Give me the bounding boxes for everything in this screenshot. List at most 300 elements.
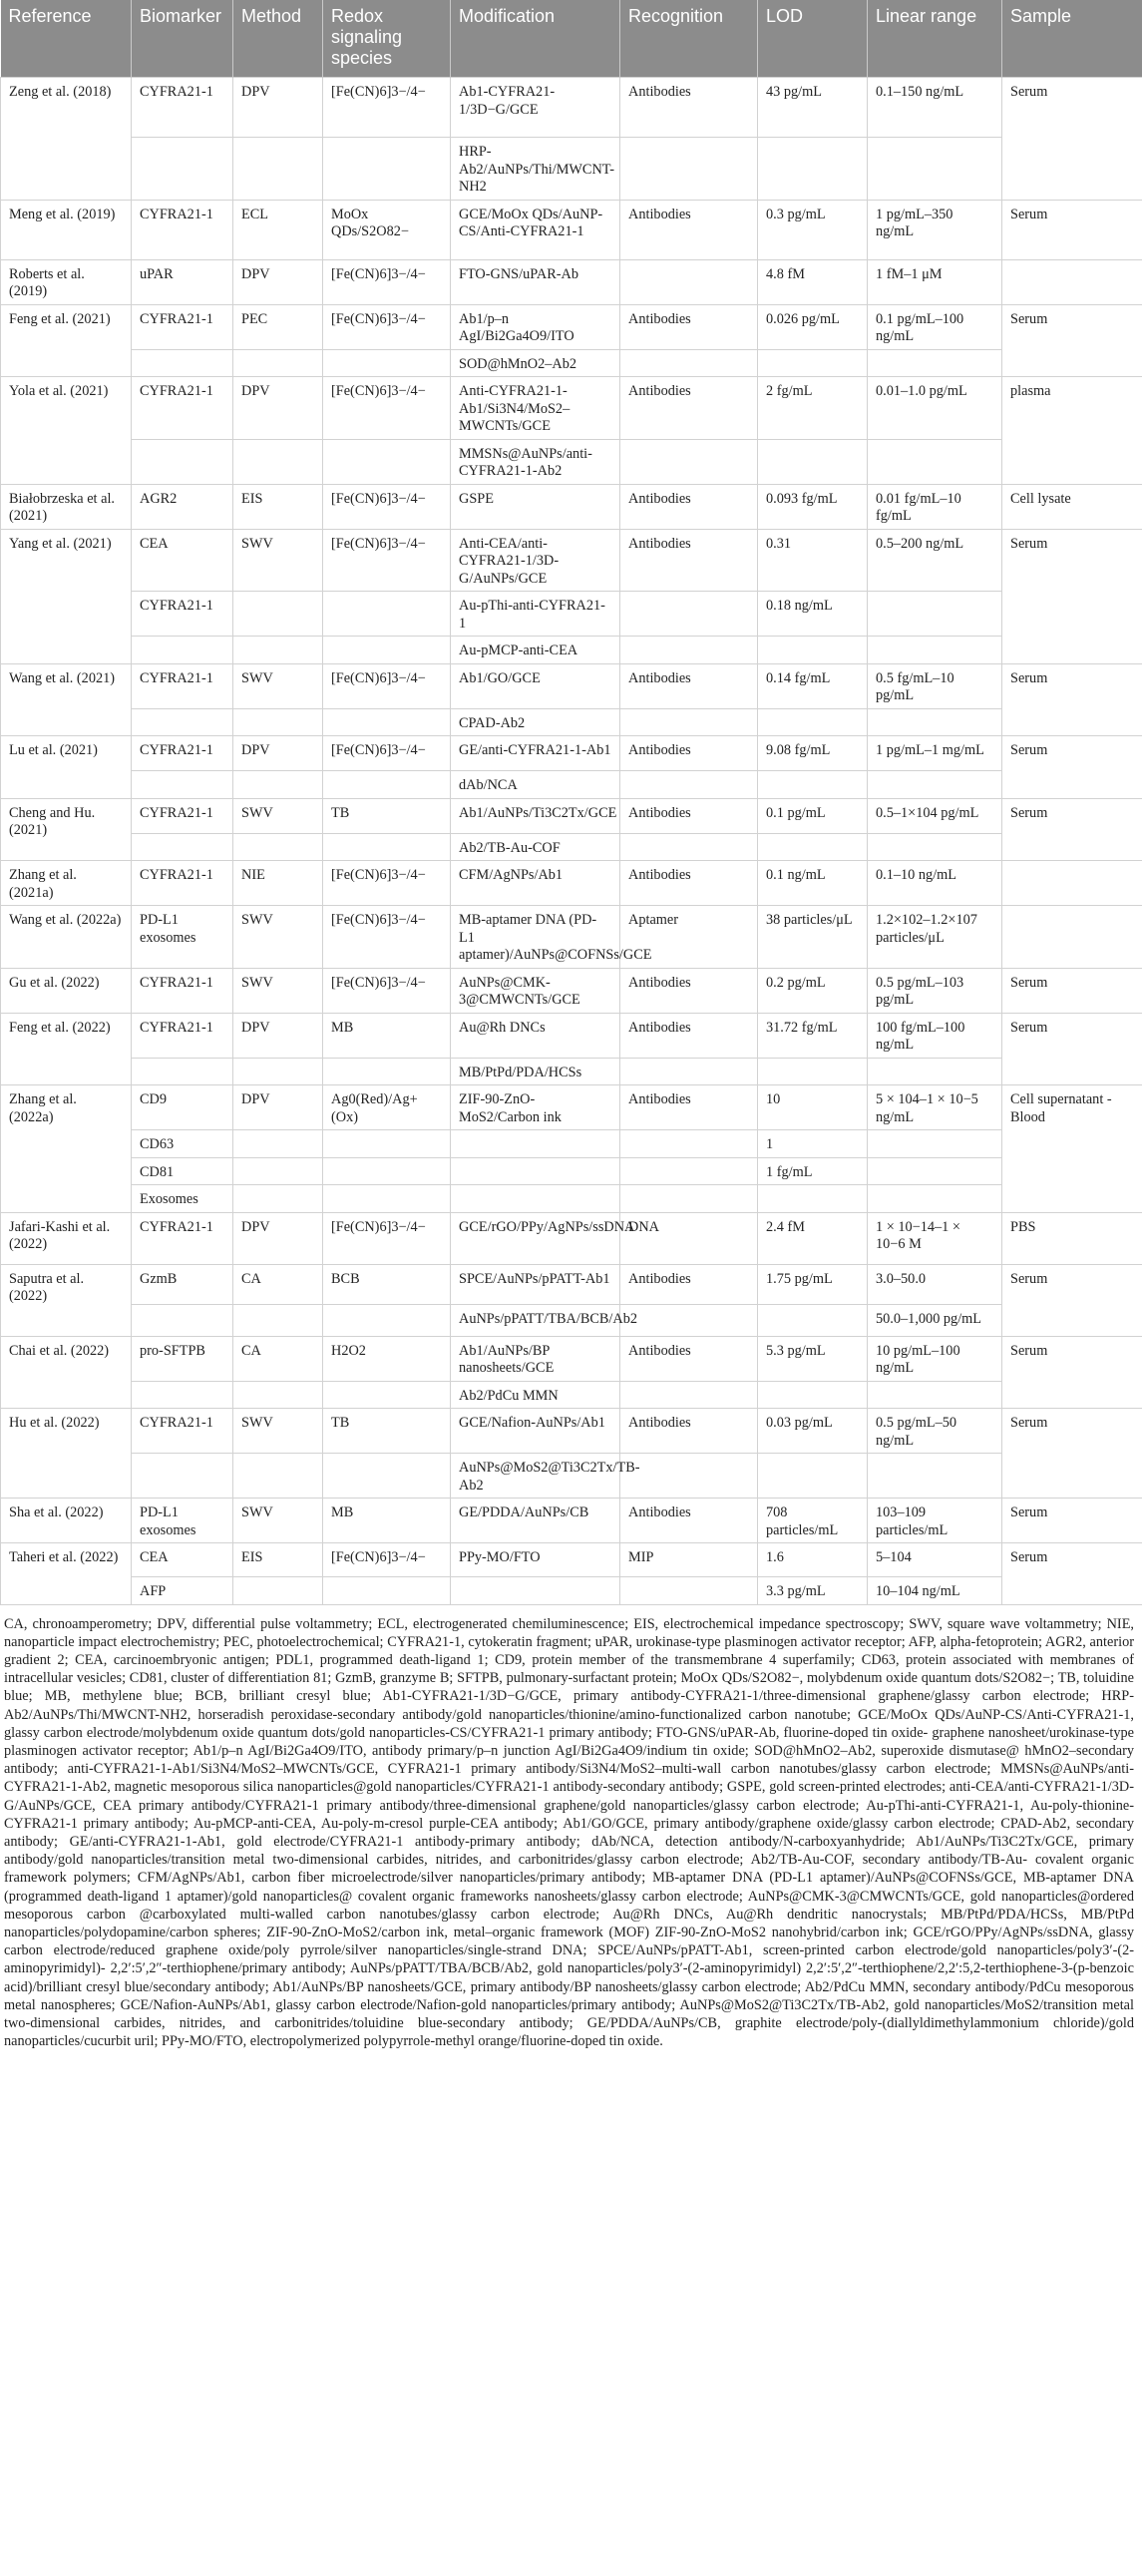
- reference-cell: Białobrzeska et al. (2021): [1, 484, 132, 529]
- recognition-cell: Antibodies: [620, 200, 758, 259]
- linear-range-cell: [868, 439, 1002, 484]
- lod-cell: [758, 439, 868, 484]
- table-row: [1, 304, 1142, 349]
- modification-cell: ZIF-90-ZnO-MoS2/Carbon ink: [451, 1085, 620, 1130]
- lod-cell: 43 pg/mL: [758, 78, 868, 138]
- modification-cell: SPCE/AuNPs/pPATT-Ab1: [451, 1264, 620, 1304]
- lod-cell: 38 particles/μL: [758, 906, 868, 969]
- linear-range-cell: 1 fM–1 μM: [868, 259, 1002, 304]
- linear-range-cell: 0.5–1×104 pg/mL: [868, 798, 1002, 833]
- column-header: Sample: [1002, 0, 1142, 78]
- biomarker-cell: [132, 1058, 233, 1085]
- redox-species-cell: [Fe(CN)6]3−/4−: [323, 736, 451, 771]
- recognition-cell: Antibodies: [620, 736, 758, 771]
- linear-range-cell: 0.5 fg/mL–10 pg/mL: [868, 663, 1002, 708]
- recognition-cell: Antibodies: [620, 861, 758, 906]
- table-footnote: CA, chronoamperometry; DPV, differential pulse voltammetry; ECL, electrogenerated chemiluminescence; EIS, electrochemical impedance spectroscopy; SWV, square wave voltammetry; NIE, nanoparticle impact electrochemistry; PEC, photoelectrochemical; CYFRA21-1, cytokeratin fragment; uPAR, urokinase-type plasminogen activator receptor; AFP, alpha-fetoprotein; AGR2, anterior gradient 2; CEA, carcinoembryonic antigen; PDL1, programmed death-ligand 1; CD9, protein member of the transmembrane 4 superfamily; CD63, protein associated with membranes of intracellular vesicles; CD81, cluster of differentiation 81; GzmB, granzyme B; SFTPB, pulmonary-surfactant protein; MoOx QDs/S2O82−, molybdenum oxide quantum dots/S2O82−; TB, toluidine blue; MB, methylene blue; BCB, brilliant cresyl blue; Ab1-CYFRA21-1/3D−G/GCE, primary antibody-CYFRA21-1/three-dimensional graphene/glassy carbon electrode; HRP-Ab2/AuNPs/Thi/MWCNT-NH2, horseradish peroxidase-secondary antibody/gold nanoparticles/thionine/amino-functionalized carbon nanotube; GCE/MoOx QDs/AuNP-CS/Anti-CYFRA21-1, glassy carbon electrode/molybdenum oxide quantum dots/gold nanoparticles-CS/CYFRA21-1 primary antibody; FTO-GNS/uPAR-Ab, fluorine-doped tin oxide- graphene nanosheet/urokinase-type plasminogen activator receptor; Ab1/p–n AgI/Bi2Ga4O9/ITO, antibody primary/p–n junction AgI/Bi2Ga4O9/indium tin oxide; SOD@hMnO2–Ab2, superoxide dismutase@ hMnO2–secondary antibody; anti-CYFRA21-1-Ab1/Si3N4/MoS2–MWCNTs/GCE, CYFRA21-1 primary antibody/Si3N4/MoS2–multi-wall carbon nanotubes/glassy carbon electrode; MMSNs@AuNPs/anti-CYFRA21-1-Ab2, magnetic mesoporous silica nanoparticles@gold nanoparticles/CYFRA21-1 antibody-secondary antibody; GSPE, gold screen-printed electrodes; anti-CEA/anti-CYFRA21-1/3D-G/AuNPs/GCE, CEA primary antibody/CYFRA21-1 primary antibody/three-dimensional graphene/gold nanoparticles/glassy carbon electrode; Au-pThi-anti-CYFRA21-1, Au-poly-thionine- CYFRA21-1 primary antibody; Au-pMCP-anti-CEA, Au-poly-m-cresol purple-CEA antibody; Ab1/GO/GCE, primary antibody/graphene oxide/glassy carbon electrode; CPAD-Ab2, secondary antibody; GE/anti-CYFRA21-1-Ab1, gold electrode/CYFRA21-1 antibody-primary antibody; dAb/NCA, detection antibody/N-carboxyanhydride; Ab1/AuNPs/Ti3C2Tx/GCE, primary antibody/gold nanoparticles/transition metal two-dimensional carbides, nitrides, and carbonitrides/glassy carbon electrode; Ab2/TB-Au-COF, secondary antibody/TB-Au- covalent organic framework polymers; CFM/AgNPs/Ab1, carbon fiber microelectrode/silver nanoparticles/primary antibody; MB-aptamer DNA (PD-L1 aptamer)/AuNPs@COFNSs/GCE, MB-aptamer DNA (programmed death-ligand 1 aptamer)/gold nanoparticles@ covalent organic frameworks nanosheets/glassy carbon electrode; AuNPs@CMK-3@CMWCNTs/GCE, gold nanoparticles@ordered mesoporous carbon @carboxylated multi-walled carbon nanotubes/glassy carbon electrode; Au@Rh DNCs, Au@Rh dendritic nanocrystals; MB/PtPd/PDA/HCSs, MB/PtPd nanoparticles/polydopamine/carbon spheres; ZIF-90-ZnO-MoS2/carbon ink, metal–organic framework (MOF) ZIF-90-ZnO-MoS2 nanohybrid/carbon ink; GCE/rGO/PPy/AgNPs/ssDNA, glassy carbon electrode/reduced graphene oxide/poly pyrrole/silver nanoparticles/single-strand DNA; SPCE/AuNPs/pPATT-Ab1, screen-printed carbon electrode/gold nanoparticles/poly3′-(2-aminopyrimidyl)- 2,2′:5′,2″-terthiophene/primary antibody; AuNPs/pPATT/TBA/BCB/Ab2, gold nanoparticles/poly3′-(2-aminopyrimidyl) 2,2′:5′,2″-terthiophene/2,2′:5,2-terthiophene-3-(p-benzoic acid)/brilliant cresyl blue/secondary antibody; Ab1/AuNPs/BP nanosheets/GCE, primary antibody/BP nanosheets/glassy carbon electrode; Ab2/PdCu MMN, secondary antibody/PdCu mesoporous metal nanospheres; GCE/Nafion-AuNPs/Ab1, glassy carbon electrode/Nafion-gold nanoparticles/primary antibody; AuNPs@MoS2@Ti3C2Tx/TB-Ab2, gold nanoparticles/MoS2/transition metal two-dimensional carbides, nitrides, and carbonitrides/toluidine blue-secondary antibody; GE/PDDA/AuNPs/CB, graphite electrode/poly-(diallyldimethylammonium chloride)/gold nanoparticles/cucurbit uril; PPy-MO/FTO, electropolymerized polypyrrole-methyl orange/fluorine-doped tin oxide.: [4, 1615, 1134, 2050]
- method-cell: SWV: [233, 1499, 323, 1543]
- table-row: [1, 736, 1142, 771]
- biomarker-cell: CEA: [132, 529, 233, 592]
- table-row: [1, 833, 1142, 861]
- modification-cell: AuNPs/pPATT/TBA/BCB/Ab2: [451, 1304, 620, 1336]
- biomarker-cell: CYFRA21-1: [132, 1212, 233, 1264]
- table-row: [1, 708, 1142, 736]
- sample-cell: Serum: [1002, 663, 1142, 736]
- reference-cell: Lu et al. (2021): [1, 736, 132, 799]
- table-row: [1, 1409, 1142, 1454]
- recognition-cell: Antibodies: [620, 377, 758, 440]
- redox-species-cell: [Fe(CN)6]3−/4−: [323, 663, 451, 708]
- redox-species-cell: [323, 1185, 451, 1213]
- table-row: [1, 259, 1142, 304]
- redox-species-cell: [Fe(CN)6]3−/4−: [323, 1212, 451, 1264]
- lod-cell: 2 fg/mL: [758, 377, 868, 440]
- sample-cell: Serum: [1002, 78, 1142, 201]
- lod-cell: [758, 1381, 868, 1409]
- lod-cell: [758, 1454, 868, 1499]
- sample-cell: Serum: [1002, 736, 1142, 799]
- table-row: [1, 592, 1142, 637]
- reference-cell: Zeng et al. (2018): [1, 78, 132, 201]
- modification-cell: Ab2/TB-Au-COF: [451, 833, 620, 861]
- biomarker-cell: CYFRA21-1: [132, 736, 233, 771]
- linear-range-cell: 0.5 pg/mL–50 ng/mL: [868, 1409, 1002, 1454]
- redox-species-cell: Ag0(Red)/Ag+(Ox): [323, 1085, 451, 1130]
- table-row: [1, 1543, 1142, 1577]
- biomarker-cell: CYFRA21-1: [132, 304, 233, 349]
- lod-cell: 5.3 pg/mL: [758, 1336, 868, 1381]
- method-cell: SWV: [233, 1409, 323, 1454]
- linear-range-cell: 103–109 particles/mL: [868, 1499, 1002, 1543]
- method-cell: [233, 1304, 323, 1336]
- linear-range-cell: 5–104: [868, 1543, 1002, 1577]
- modification-cell: PPy-MO/FTO: [451, 1543, 620, 1577]
- recognition-cell: [620, 1577, 758, 1605]
- column-header: Linear range: [868, 0, 1002, 78]
- table-row: [1, 78, 1142, 138]
- lod-cell: [758, 138, 868, 201]
- biomarker-cell: CYFRA21-1: [132, 78, 233, 138]
- modification-cell: FTO-GNS/uPAR-Ab: [451, 259, 620, 304]
- table-row: [1, 1058, 1142, 1085]
- linear-range-cell: [868, 1185, 1002, 1213]
- method-cell: DPV: [233, 78, 323, 138]
- sample-cell: Serum: [1002, 1499, 1142, 1543]
- sample-cell: [1002, 259, 1142, 304]
- biomarker-cell: Exosomes: [132, 1185, 233, 1213]
- recognition-cell: Antibodies: [620, 798, 758, 833]
- linear-range-cell: 100 fg/mL–100 ng/mL: [868, 1013, 1002, 1058]
- modification-cell: Ab1/GO/GCE: [451, 663, 620, 708]
- table-row: [1, 349, 1142, 377]
- modification-cell: MB-aptamer DNA (PD-L1 aptamer)/AuNPs@COFNSs/GCE: [451, 906, 620, 969]
- lod-cell: 10: [758, 1085, 868, 1130]
- table-row: [1, 771, 1142, 799]
- modification-cell: Au-pMCP-anti-CEA: [451, 637, 620, 664]
- redox-species-cell: [Fe(CN)6]3−/4−: [323, 78, 451, 138]
- redox-species-cell: [Fe(CN)6]3−/4−: [323, 861, 451, 906]
- linear-range-cell: [868, 1130, 1002, 1158]
- redox-species-cell: BCB: [323, 1264, 451, 1304]
- redox-species-cell: MoOx QDs/S2O82−: [323, 200, 451, 259]
- recognition-cell: [620, 1185, 758, 1213]
- linear-range-cell: [868, 771, 1002, 799]
- reference-cell: Meng et al. (2019): [1, 200, 132, 259]
- lod-cell: 9.08 fg/mL: [758, 736, 868, 771]
- redox-species-cell: MB: [323, 1013, 451, 1058]
- method-cell: [233, 1130, 323, 1158]
- lod-cell: 0.14 fg/mL: [758, 663, 868, 708]
- lod-cell: 0.1 ng/mL: [758, 861, 868, 906]
- linear-range-cell: 50.0–1,000 pg/mL: [868, 1304, 1002, 1336]
- biomarker-cell: CYFRA21-1: [132, 200, 233, 259]
- lod-cell: 0.03 pg/mL: [758, 1409, 868, 1454]
- method-cell: [233, 1381, 323, 1409]
- column-header: LOD: [758, 0, 868, 78]
- reference-cell: Feng et al. (2021): [1, 304, 132, 377]
- column-header: Recognition: [620, 0, 758, 78]
- recognition-cell: MIP: [620, 1543, 758, 1577]
- recognition-cell: Antibodies: [620, 1499, 758, 1543]
- redox-species-cell: [Fe(CN)6]3−/4−: [323, 529, 451, 592]
- linear-range-cell: 0.5–200 ng/mL: [868, 529, 1002, 592]
- method-cell: [233, 439, 323, 484]
- biomarker-cell: pro-SFTPB: [132, 1336, 233, 1381]
- lod-cell: [758, 771, 868, 799]
- modification-cell: Anti-CYFRA21-1-Ab1/Si3N4/MoS2–MWCNTs/GCE: [451, 377, 620, 440]
- reference-cell: Hu et al. (2022): [1, 1409, 132, 1499]
- modification-cell: dAb/NCA: [451, 771, 620, 799]
- sample-cell: PBS: [1002, 1212, 1142, 1264]
- biomarker-cell: GzmB: [132, 1264, 233, 1304]
- lod-cell: [758, 833, 868, 861]
- redox-species-cell: [323, 592, 451, 637]
- table-row: [1, 1157, 1142, 1185]
- lod-cell: 2.4 fM: [758, 1212, 868, 1264]
- recognition-cell: [620, 771, 758, 799]
- biomarker-cell: AGR2: [132, 484, 233, 529]
- table-row: [1, 637, 1142, 664]
- recognition-cell: Antibodies: [620, 1336, 758, 1381]
- redox-species-cell: [323, 1577, 451, 1605]
- sample-cell: [1002, 861, 1142, 906]
- lod-cell: 0.3 pg/mL: [758, 200, 868, 259]
- sample-cell: Serum: [1002, 968, 1142, 1013]
- method-cell: [233, 708, 323, 736]
- reference-cell: Jafari-Kashi et al. (2022): [1, 1212, 132, 1264]
- biomarker-cell: [132, 771, 233, 799]
- lod-cell: 1 fg/mL: [758, 1157, 868, 1185]
- recognition-cell: Antibodies: [620, 484, 758, 529]
- linear-range-cell: [868, 1058, 1002, 1085]
- modification-cell: [451, 1185, 620, 1213]
- linear-range-cell: 1 pg/mL–1 mg/mL: [868, 736, 1002, 771]
- method-cell: [233, 833, 323, 861]
- modification-cell: GCE/MoOx QDs/AuNP-CS/Anti-CYFRA21-1: [451, 200, 620, 259]
- recognition-cell: [620, 259, 758, 304]
- method-cell: [233, 1185, 323, 1213]
- biomarker-cell: [132, 833, 233, 861]
- reference-cell: Yola et al. (2021): [1, 377, 132, 485]
- lod-cell: [758, 637, 868, 664]
- reference-cell: Cheng and Hu. (2021): [1, 798, 132, 861]
- recognition-cell: Antibodies: [620, 968, 758, 1013]
- recognition-cell: [620, 708, 758, 736]
- table-row: [1, 663, 1142, 708]
- sample-cell: Cell supernatant - Blood: [1002, 1085, 1142, 1213]
- biomarker-cell: PD-L1 exosomes: [132, 906, 233, 969]
- sample-cell: Serum: [1002, 1264, 1142, 1336]
- biomarker-cell: [132, 708, 233, 736]
- reference-cell: Gu et al. (2022): [1, 968, 132, 1013]
- modification-cell: Ab1/AuNPs/BP nanosheets/GCE: [451, 1336, 620, 1381]
- biomarker-cell: CYFRA21-1: [132, 1409, 233, 1454]
- reference-cell: Wang et al. (2021): [1, 663, 132, 736]
- recognition-cell: [620, 1130, 758, 1158]
- lod-cell: [758, 1058, 868, 1085]
- recognition-cell: [620, 592, 758, 637]
- linear-range-cell: 1 pg/mL–350 ng/mL: [868, 200, 1002, 259]
- modification-cell: Au@Rh DNCs: [451, 1013, 620, 1058]
- recognition-cell: [620, 1454, 758, 1499]
- biomarker-cell: CYFRA21-1: [132, 798, 233, 833]
- redox-species-cell: [323, 833, 451, 861]
- method-cell: [233, 138, 323, 201]
- reference-cell: Wang et al. (2022a): [1, 906, 132, 969]
- recognition-cell: [620, 138, 758, 201]
- method-cell: DPV: [233, 1212, 323, 1264]
- lod-cell: 0.093 fg/mL: [758, 484, 868, 529]
- method-cell: DPV: [233, 736, 323, 771]
- redox-species-cell: [Fe(CN)6]3−/4−: [323, 906, 451, 969]
- table-row: [1, 1264, 1142, 1304]
- linear-range-cell: 0.01–1.0 pg/mL: [868, 377, 1002, 440]
- table-row: [1, 861, 1142, 906]
- linear-range-cell: 10–104 ng/mL: [868, 1577, 1002, 1605]
- biomarker-cell: [132, 138, 233, 201]
- redox-species-cell: H2O2: [323, 1336, 451, 1381]
- recognition-cell: DNA: [620, 1212, 758, 1264]
- reference-cell: Zhang et al. (2022a): [1, 1085, 132, 1213]
- biomarker-cell: CYFRA21-1: [132, 1013, 233, 1058]
- redox-species-cell: [323, 1454, 451, 1499]
- recognition-cell: [620, 1058, 758, 1085]
- modification-cell: GE/anti-CYFRA21-1-Ab1: [451, 736, 620, 771]
- linear-range-cell: 0.1 pg/mL–100 ng/mL: [868, 304, 1002, 349]
- method-cell: [233, 1058, 323, 1085]
- reference-cell: Chai et al. (2022): [1, 1336, 132, 1409]
- table-row: [1, 1499, 1142, 1543]
- recognition-cell: [620, 1157, 758, 1185]
- reference-cell: Yang et al. (2021): [1, 529, 132, 663]
- redox-species-cell: TB: [323, 1409, 451, 1454]
- redox-species-cell: [323, 1130, 451, 1158]
- recognition-cell: Antibodies: [620, 1264, 758, 1304]
- reference-cell: Sha et al. (2022): [1, 1499, 132, 1543]
- table-row: [1, 1336, 1142, 1381]
- linear-range-cell: [868, 1381, 1002, 1409]
- column-header: Modification: [451, 0, 620, 78]
- linear-range-cell: [868, 637, 1002, 664]
- reference-cell: Feng et al. (2022): [1, 1013, 132, 1085]
- method-cell: [233, 771, 323, 799]
- modification-cell: MB/PtPd/PDA/HCSs: [451, 1058, 620, 1085]
- redox-species-cell: [323, 439, 451, 484]
- biomarker-cell: [132, 1454, 233, 1499]
- linear-range-cell: [868, 833, 1002, 861]
- method-cell: SWV: [233, 529, 323, 592]
- linear-range-cell: 0.01 fg/mL–10 fg/mL: [868, 484, 1002, 529]
- sample-cell: Serum: [1002, 1409, 1142, 1499]
- table-row: [1, 200, 1142, 259]
- lod-cell: 4.8 fM: [758, 259, 868, 304]
- recognition-cell: [620, 349, 758, 377]
- redox-species-cell: [323, 349, 451, 377]
- biomarker-cell: CYFRA21-1: [132, 968, 233, 1013]
- recognition-cell: Antibodies: [620, 663, 758, 708]
- method-cell: [233, 1157, 323, 1185]
- redox-species-cell: [Fe(CN)6]3−/4−: [323, 1543, 451, 1577]
- lod-cell: [758, 708, 868, 736]
- recognition-cell: Antibodies: [620, 304, 758, 349]
- modification-cell: Ab1-CYFRA21-1/3D−G/GCE: [451, 78, 620, 138]
- biomarker-cell: CD81: [132, 1157, 233, 1185]
- recognition-cell: [620, 1381, 758, 1409]
- recognition-cell: Aptamer: [620, 906, 758, 969]
- lod-cell: 31.72 fg/mL: [758, 1013, 868, 1058]
- sample-cell: [1002, 906, 1142, 969]
- recognition-cell: [620, 1304, 758, 1336]
- redox-species-cell: MB: [323, 1499, 451, 1543]
- biomarker-cell: CD9: [132, 1085, 233, 1130]
- modification-cell: [451, 1130, 620, 1158]
- sample-cell: Serum: [1002, 1013, 1142, 1085]
- table-row: [1, 1577, 1142, 1605]
- table-row: [1, 484, 1142, 529]
- recognition-cell: Antibodies: [620, 1409, 758, 1454]
- linear-range-cell: 0.1–150 ng/mL: [868, 78, 1002, 138]
- modification-cell: Anti-CEA/anti-CYFRA21-1/3D-G/AuNPs/GCE: [451, 529, 620, 592]
- sample-cell: Serum: [1002, 304, 1142, 377]
- lod-cell: [758, 349, 868, 377]
- method-cell: DPV: [233, 1085, 323, 1130]
- modification-cell: GSPE: [451, 484, 620, 529]
- biomarker-cell: [132, 637, 233, 664]
- lod-cell: 1: [758, 1130, 868, 1158]
- biomarker-cell: CYFRA21-1: [132, 592, 233, 637]
- recognition-cell: Antibodies: [620, 1013, 758, 1058]
- table-row: [1, 1304, 1142, 1336]
- redox-species-cell: [323, 1157, 451, 1185]
- linear-range-cell: 0.1–10 ng/mL: [868, 861, 1002, 906]
- sample-cell: plasma: [1002, 377, 1142, 485]
- biomarker-cell: PD-L1 exosomes: [132, 1499, 233, 1543]
- redox-species-cell: TB: [323, 798, 451, 833]
- biomarker-cell: [132, 439, 233, 484]
- method-cell: SWV: [233, 663, 323, 708]
- table-row: [1, 377, 1142, 440]
- modification-cell: Ab1/p–n AgI/Bi2Ga4O9/ITO: [451, 304, 620, 349]
- modification-cell: Au-pThi-anti-CYFRA21-1: [451, 592, 620, 637]
- column-header: Redox signaling species: [323, 0, 451, 78]
- table-row: [1, 1185, 1142, 1213]
- method-cell: DPV: [233, 259, 323, 304]
- table-row: [1, 1085, 1142, 1130]
- table-row: [1, 1130, 1142, 1158]
- redox-species-cell: [Fe(CN)6]3−/4−: [323, 377, 451, 440]
- biomarker-cell: CYFRA21-1: [132, 861, 233, 906]
- linear-range-cell: 3.0–50.0: [868, 1264, 1002, 1304]
- table-row: [1, 968, 1142, 1013]
- recognition-cell: Antibodies: [620, 78, 758, 138]
- sample-cell: Serum: [1002, 798, 1142, 861]
- method-cell: CA: [233, 1336, 323, 1381]
- reference-cell: Roberts et al. (2019): [1, 259, 132, 304]
- table-row: [1, 798, 1142, 833]
- biomarker-cell: [132, 1304, 233, 1336]
- lod-cell: [758, 1304, 868, 1336]
- reference-cell: Zhang et al. (2021a): [1, 861, 132, 906]
- redox-species-cell: [323, 708, 451, 736]
- method-cell: EIS: [233, 1543, 323, 1577]
- method-cell: [233, 1577, 323, 1605]
- table-row: [1, 1454, 1142, 1499]
- column-header: Method: [233, 0, 323, 78]
- sample-cell: Cell lysate: [1002, 484, 1142, 529]
- method-cell: [233, 592, 323, 637]
- table-row: [1, 1212, 1142, 1264]
- column-header: Reference: [1, 0, 132, 78]
- method-cell: [233, 637, 323, 664]
- sample-cell: Serum: [1002, 529, 1142, 663]
- modification-cell: [451, 1577, 620, 1605]
- modification-cell: CFM/AgNPs/Ab1: [451, 861, 620, 906]
- table-row: [1, 529, 1142, 592]
- linear-range-cell: [868, 1157, 1002, 1185]
- lod-cell: 708 particles/mL: [758, 1499, 868, 1543]
- redox-species-cell: [323, 138, 451, 201]
- recognition-cell: Antibodies: [620, 1085, 758, 1130]
- redox-species-cell: [323, 771, 451, 799]
- recognition-cell: [620, 637, 758, 664]
- modification-cell: GE/PDDA/AuNPs/CB: [451, 1499, 620, 1543]
- modification-cell: SOD@hMnO2–Ab2: [451, 349, 620, 377]
- linear-range-cell: 1 × 10−14–1 × 10−6 M: [868, 1212, 1002, 1264]
- table-row: [1, 1381, 1142, 1409]
- recognition-cell: [620, 833, 758, 861]
- method-cell: SWV: [233, 798, 323, 833]
- method-cell: CA: [233, 1264, 323, 1304]
- linear-range-cell: [868, 349, 1002, 377]
- redox-species-cell: [Fe(CN)6]3−/4−: [323, 968, 451, 1013]
- redox-species-cell: [Fe(CN)6]3−/4−: [323, 259, 451, 304]
- linear-range-cell: [868, 592, 1002, 637]
- method-cell: PEC: [233, 304, 323, 349]
- lod-cell: 0.31: [758, 529, 868, 592]
- table-row: [1, 906, 1142, 969]
- lod-cell: 0.2 pg/mL: [758, 968, 868, 1013]
- lod-cell: 3.3 pg/mL: [758, 1577, 868, 1605]
- redox-species-cell: [323, 637, 451, 664]
- modification-cell: HRP-Ab2/AuNPs/Thi/MWCNT-NH2: [451, 138, 620, 201]
- linear-range-cell: [868, 1454, 1002, 1499]
- biomarker-cell: [132, 1381, 233, 1409]
- table-row: [1, 1013, 1142, 1058]
- method-cell: SWV: [233, 906, 323, 969]
- table-row: [1, 138, 1142, 201]
- modification-cell: GCE/Nafion-AuNPs/Ab1: [451, 1409, 620, 1454]
- linear-range-cell: 5 × 104–1 × 10−5 ng/mL: [868, 1085, 1002, 1130]
